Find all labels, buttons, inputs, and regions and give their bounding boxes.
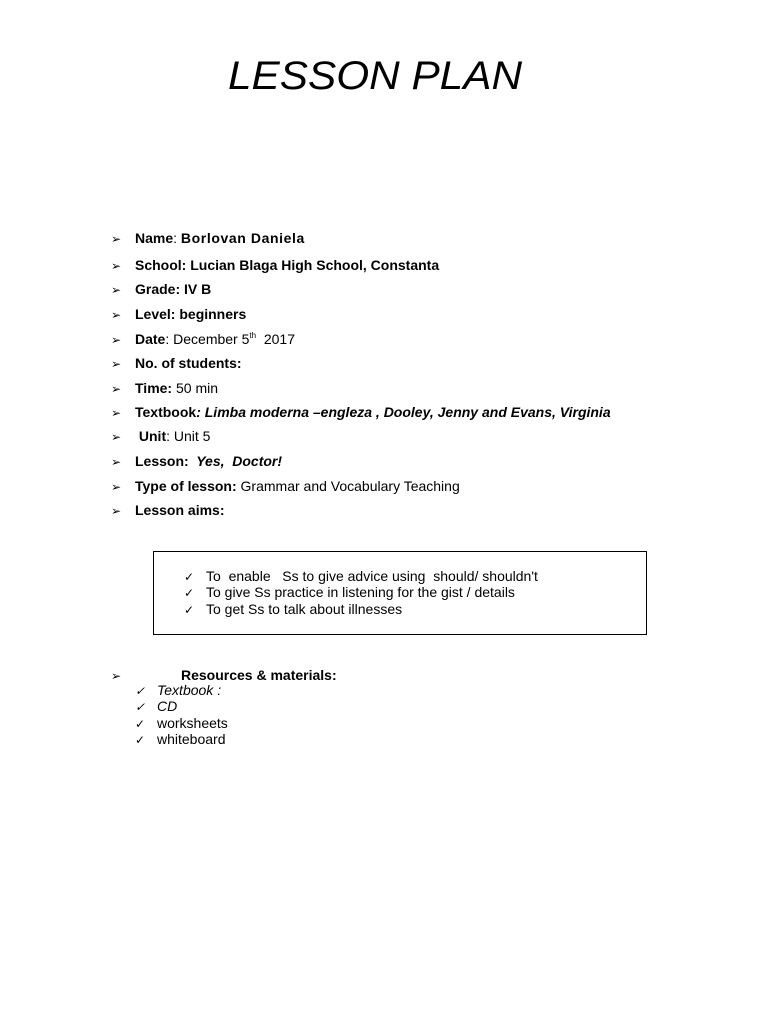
field-level: ➢ Level: beginners [111, 304, 246, 324]
aim-item: ✓ To enable Ss to give advice using should/ shouldn't [184, 568, 538, 584]
field-school: ➢ School: Lucian Blaga High School, Constanta [111, 255, 439, 275]
arrow-bullet-icon: ➢ [111, 455, 122, 469]
arrow-bullet-icon: ➢ [111, 406, 122, 420]
arrow-bullet-icon: ➢ [111, 480, 122, 494]
field-unit: ➢ Unit: Unit 5 [111, 426, 210, 446]
resources-heading: ➢ Resources & materials: [111, 665, 337, 685]
arrow-bullet-icon: ➢ [111, 504, 122, 518]
field-textbook: ➢ Textbook: Limba moderna –engleza , Dooley, Jenny and Evans, Virginia [111, 402, 611, 422]
arrow-bullet-icon: ➢ [111, 333, 122, 347]
field-aims: ➢ Lesson aims: [111, 500, 224, 520]
field-lesson: ➢ Lesson: Yes, Doctor! [111, 451, 282, 471]
svg-text:LESSON PLAN: LESSON PLAN [228, 54, 523, 98]
arrow-bullet-icon: ➢ [111, 430, 122, 444]
field-time: ➢ Time: 50 min [111, 378, 218, 398]
check-icon: ✓ [184, 570, 195, 584]
check-icon: ✓ [135, 700, 146, 714]
document-title [228, 42, 528, 102]
teacher-name: Borlovan Daniela [180, 230, 305, 246]
check-icon: ✓ [135, 717, 146, 731]
field-students: ➢ No. of students: [111, 353, 242, 373]
arrow-bullet-icon: ➢ [111, 382, 122, 396]
check-icon: ✓ [135, 733, 146, 747]
arrow-bullet-icon: ➢ [111, 308, 122, 322]
lesson-aims-box [153, 551, 647, 635]
arrow-bullet-icon: ➢ [111, 283, 122, 297]
arrow-bullet-icon: ➢ [111, 259, 122, 273]
field-grade: ➢ Grade: IV B [111, 279, 211, 299]
arrow-bullet-icon: ➢ [111, 669, 122, 683]
field-type: ➢ Type of lesson: Grammar and Vocabulary Teaching [111, 476, 460, 496]
arrow-bullet-icon: ➢ [111, 232, 122, 246]
resource-item-textbook: ✓ Textbook : [135, 682, 222, 698]
check-icon: ✓ [184, 586, 195, 600]
check-icon: ✓ [184, 603, 195, 617]
aim-item: ✓ To give Ss practice in listening for the gist / details [184, 584, 515, 600]
resource-item-cd: ✓ CD [135, 698, 178, 714]
aim-item: ✓ To get Ss to talk about illnesses [184, 601, 403, 617]
resource-item-whiteboard: ✓ whiteboard [135, 731, 226, 747]
resource-item-worksheets: ✓ worksheets [135, 715, 228, 731]
check-icon: ✓ [135, 684, 146, 698]
arrow-bullet-icon: ➢ [111, 357, 122, 371]
field-date: ➢ Date: December 5th 2017 [111, 329, 295, 349]
field-name: ➢ Name: Borlovan Daniela [111, 228, 305, 248]
